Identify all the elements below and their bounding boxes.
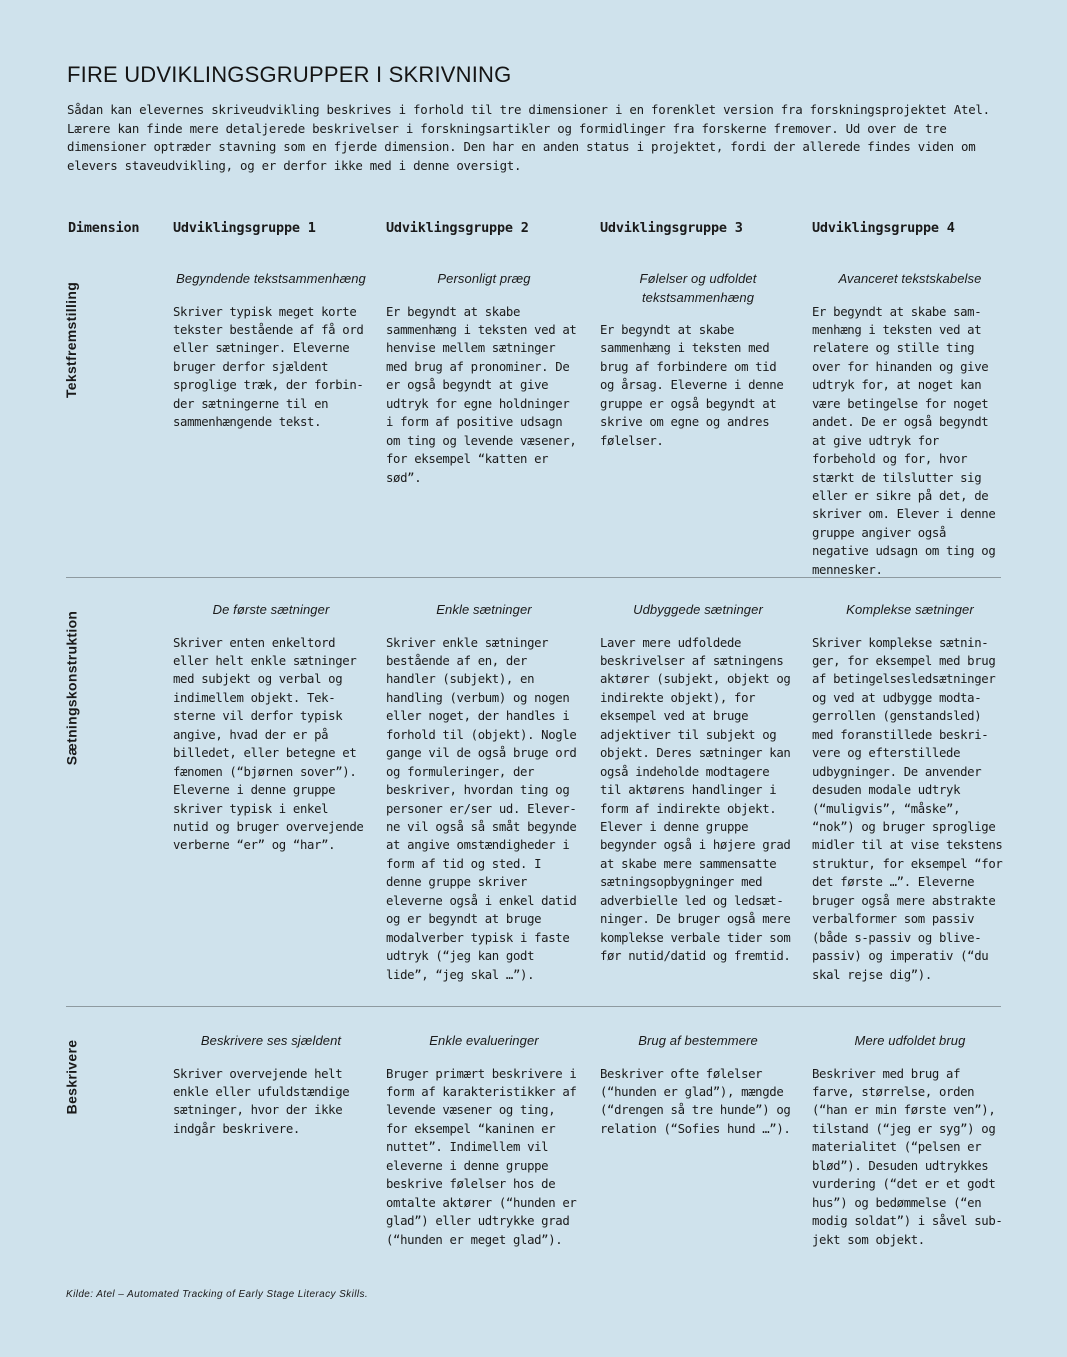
header-dimension: Dimension <box>68 220 140 236</box>
row-label-saetningskonstruktion: Sætningskonstruktion <box>63 610 79 765</box>
row-label-beskrivere: Beskrivere <box>63 1039 79 1115</box>
cell-saetning-group-2 <box>386 601 582 984</box>
cell-tekst-group-4 <box>812 270 1008 579</box>
cell-subtitle: Personligt præg <box>437 271 531 286</box>
cell-body: Skriver komplekse sætninger, for eksempel med brug af betingelsesledsætninger og ved at udbygge modtagerrollen (genstandsled) med foranstillede beskrivere og efterstillede udbygninger. De anvender desuden modale udtryk (“muligvis”, “måske”, “nok”) og bruger sproglige midler til at vise tekstens struktur, for eksempel “for det første …”. Eleverne bruger også mere abstrakte verbalformer som passiv (både s-passiv og blive-passiv) og imperativ (“du skal rejse dig”). <box>812 635 1003 982</box>
cell-saetning-group-3 <box>600 601 796 966</box>
row-divider <box>66 1006 1001 1007</box>
page-title: FIRE UDVIKLINGSGRUPPER I SKRIVNING <box>67 62 512 87</box>
cell-beskrivere-group-4 <box>812 1032 1008 1249</box>
cell-body: Beskriver ofte følelser (“hunden er glad”), mængde (“drengen så tre hunde”) og relation (“Sofies hund …”). <box>600 1066 791 1136</box>
cell-subtitle: Enkle evalueringer <box>429 1033 539 1048</box>
cell-subtitle: Enkle sætninger <box>436 602 532 617</box>
header-group-1: Udviklingsgruppe 1 <box>173 220 316 236</box>
cell-body: Skriver overvejende helt enkle eller ufuldstændige sætninger, hvor der ikke indgår beskrivere. <box>173 1066 350 1136</box>
cell-beskrivere-group-3 <box>600 1032 796 1138</box>
cell-subtitle: Avanceret tekstskabelse <box>838 271 982 286</box>
cell-body: Skriver enkle sætninger bestående af en, der handler (subjekt), en handling (verbum) og nogen eller noget, der handles i forhold til (objekt). Nogle gange vil de også bruge ord og formuleringer, der beskriver, hvordan ting og personer er/ser ud. Eleverne vil også så småt begynde at angive omstændigheder i form af tid og sted. I denne gruppe skriver eleverne også i enkel datid og er begyndt at bruge modalverber typisk i faste udtryk (“jeg kan godt lide”, “jeg skal …”). <box>386 635 577 982</box>
row-divider <box>66 577 1001 578</box>
cell-subtitle: Komplekse sætninger <box>846 602 974 617</box>
cell-subtitle: De første sætninger <box>212 602 330 617</box>
cell-body: Laver mere udfoldede beskrivelser af sætningens aktører (subjekt, objekt og indirekte objekt), for eksempel ved at bruge adjektiver til subjekt og objekt. Deres sætninger kan også indeholde modtagere til aktørens handlinger i form af indirekte objekt. Elever i denne gruppe begynder også i højere grad at skabe mere sammensatte sætningsopbygninger med adverbielle led og ledsætninger. De bruger også mere komplekse verbale tider som før nutid/datid og fremtid. <box>600 635 791 964</box>
header-group-3: Udviklingsgruppe 3 <box>600 220 743 236</box>
cell-tekst-group-1 <box>173 270 369 432</box>
cell-body: Er begyndt at skabe sammenhæng i teksten med brug af forbindere om tid og årsag. Eleverne i denne gruppe er også begyndt at skrive om egne og andres følelser. <box>600 323 784 448</box>
cell-subtitle: Følelser og udfoldet tekstsammenhæng <box>639 271 757 305</box>
cell-body: Bruger primært beskrivere i form af karakteristikker af levende væsener og ting, for eksempel “kaninen er nuttet”. Indimellem vil eleverne i denne gruppe beskrive følelser hos de omtalte aktører (“hunden er glad”) eller udtrykke grad (“hunden er meget glad”). <box>386 1066 577 1247</box>
cell-beskrivere-group-2 <box>386 1032 582 1249</box>
cell-tekst-group-2 <box>386 270 582 487</box>
cell-tekst-group-3 <box>600 270 796 450</box>
cell-body: Skriver typisk meget korte tekster bestående af få ord eller sætninger. Eleverne bruger derfor sjældent sproglige træk, der forbinder sætningerne til en sammenhængende tekst. <box>173 304 364 430</box>
source-note: Kilde: Atel – Automated Tracking of Early Stage Literacy Skills. <box>66 1289 369 1300</box>
cell-subtitle: Beskrivere ses sjældent <box>200 1033 342 1048</box>
cell-body: Er begyndt at skabe sammenhæng i teksten ved at henvise mellem sætninger med brug af pronominer. De er også begyndt at give udtryk for egne holdninger i form af positive udsagn om ting og levende væsener, for eksempel “katten er sød”. <box>386 304 577 485</box>
cell-saetning-group-4 <box>812 601 1008 984</box>
cell-subtitle: Udbyggede sætninger <box>633 602 763 617</box>
intro-paragraph: Sådan kan elevernes skriveudvikling beskrives i forhold til tre dimensioner i en forenklet version fra forskningsprojektet Atel. Lærere kan finde mere detaljerede beskrivelser i forskningsartikler og formidlinger fra forskerne fremover. Ud over de tre dimensioner optræder stavning som en fjerde dimension. Den har en anden status i projektet, fordi der allerede findes viden om elevers staveudvikling, og er derfor ikke med i denne oversigt. <box>67 102 990 173</box>
cell-body: Er begyndt at skabe sammenhæng i teksten ved at relatere og stille ting over for hinanden og give udtryk for, at noget kan være betingelse for noget andet. De er også begyndt at give udtryk for forbehold og for, hvor stærkt de tilslutter sig eller er sikre på det, de skriver om. Elever i denne gruppe angiver også negative udsagn om ting og mennesker. <box>812 304 996 577</box>
cell-beskrivere-group-1 <box>173 1032 369 1138</box>
row-label-tekstfremstilling: Tekstfremstilling <box>63 281 79 399</box>
header-group-4: Udviklingsgruppe 4 <box>812 220 955 236</box>
cell-body: Beskriver med brug af farve, størrelse, orden (“han er min første ven”), tilstand (“jeg er syg”) og materialitet (“pelsen er blød”). Desuden udtrykkes vurdering (“det er et godt hus”) og bedømmelse (“en modig soldat”) i såvel subjekt som objekt. <box>812 1066 1003 1247</box>
cell-subtitle: Mere udfoldet brug <box>854 1033 966 1048</box>
cell-saetning-group-1 <box>173 601 369 855</box>
cell-subtitle: Brug af bestemmere <box>638 1033 758 1048</box>
cell-body: Skriver enten enkeltord eller helt enkle sætninger med subjekt og verbal og indimellem objekt. Teksterne vil derfor typisk angive, hvad der er på billedet, eller betegne et fænomen (“bjørnen sover”). Eleverne i denne gruppe skriver typisk i enkel nutid og bruger overvejende verberne “er” og “har”. <box>173 635 364 853</box>
cell-subtitle: Begyndende tekstsammenhæng <box>176 271 366 286</box>
header-group-2: Udviklingsgruppe 2 <box>386 220 529 236</box>
